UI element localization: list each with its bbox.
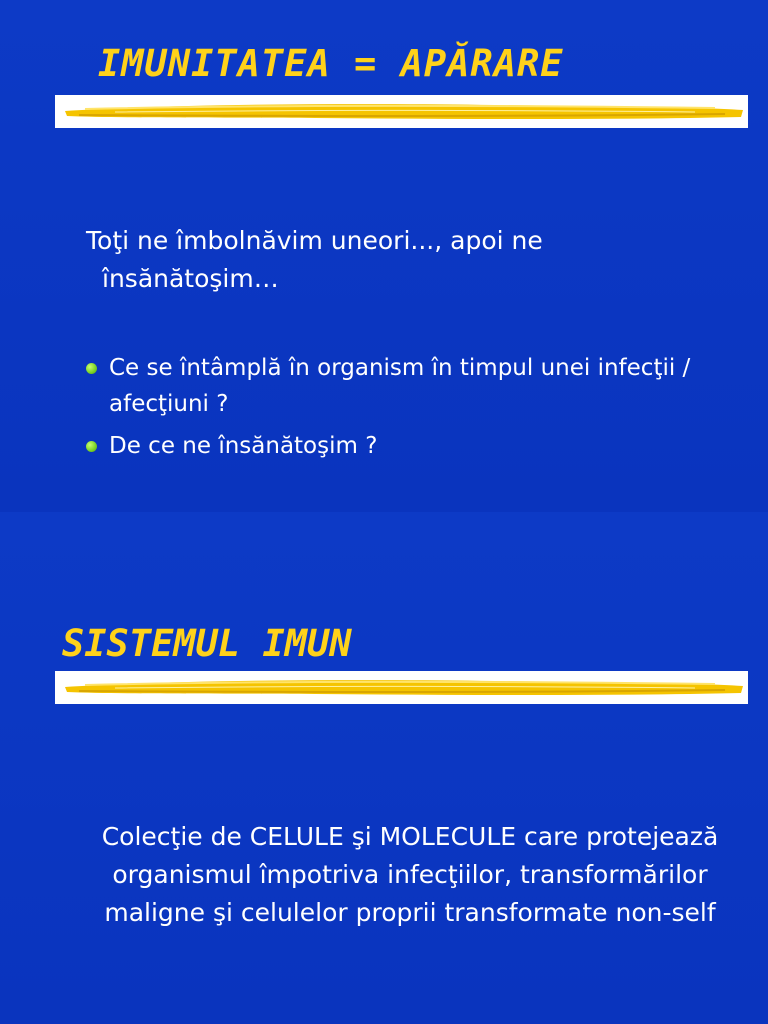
intro-text bbox=[86, 222, 706, 298]
slide-sistemul-imun bbox=[0, 512, 768, 1024]
bullet-dot-icon bbox=[86, 441, 97, 452]
list-item bbox=[84, 350, 724, 422]
question-list bbox=[84, 350, 724, 470]
list-item-text: De ce ne însănătoşim ? bbox=[109, 433, 378, 459]
slide-title: SISTEMUL IMUN bbox=[62, 622, 352, 665]
bullet-dot-icon bbox=[86, 363, 97, 374]
list-item-text: Ce se întâmplă în organism în timpul unei infecţii / afecţiuni ? bbox=[109, 355, 691, 417]
slide-title: IMUNITATEA = APĂRARE bbox=[98, 42, 564, 85]
intro-line-1: Toţi ne îmbolnăvim uneori..., apoi ne bbox=[86, 226, 543, 255]
intro-line-2: însănătoşim… bbox=[102, 264, 279, 293]
title-underline-brushstroke bbox=[55, 671, 748, 704]
list-item bbox=[84, 428, 724, 464]
definition-text: Colecţie de CELULE şi MOLECULE care protejează organismul împotriva infecţiilor, transformărilor maligne şi celulelor proprii transformate non-self bbox=[101, 822, 719, 927]
title-underline-brushstroke bbox=[55, 95, 748, 128]
